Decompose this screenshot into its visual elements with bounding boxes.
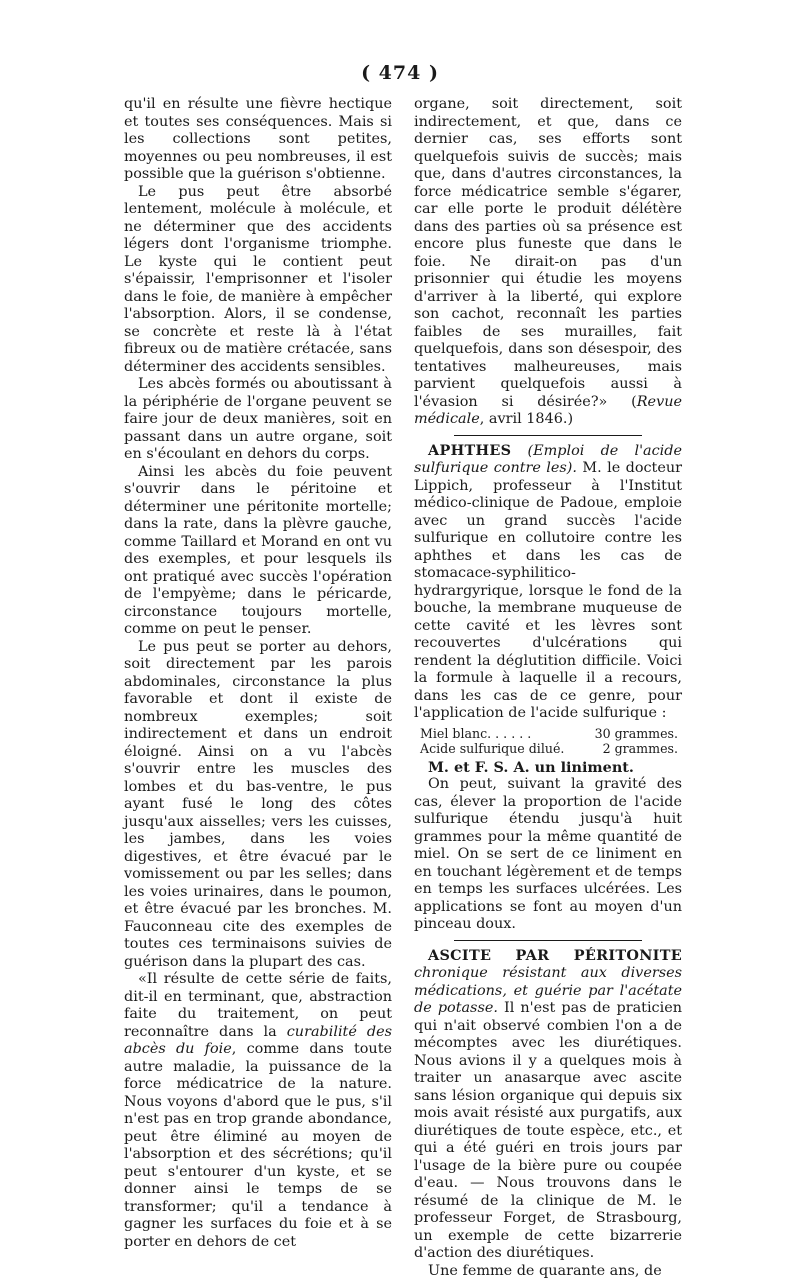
article-ascite bbox=[414, 947, 682, 1263]
article-aphthes bbox=[414, 442, 682, 723]
ingredient: Acide sulfurique dilué. bbox=[420, 741, 564, 756]
quote-text: , comme dans toute autre maladie, la puissance de la force médicatrice de la nature. Nous voyons d'abord que le pus, s'il n'est pas en trop grande abondance, peut être éliminé au moyen de l'absorption et des sécrétions; qu'il peut s'entourer d'un kyste, et se donner ainsi le temps de se transformer; qu'il a tendance à gagner les surfaces du foie et à se porter en dehors de cet bbox=[124, 1041, 392, 1250]
prescription-formula: M. et F. S. A. un liniment. bbox=[414, 759, 682, 777]
quote-text: organe, soit directement, soit indirectement, et que, dans ce dernier cas, ses efforts sont quelquefois suivis de succès; mais que, dans d'autres circonstances, la force médicatrice semble s'égarer, car elle porte le produit délétère dans des parties où sa présence est encore plus funeste que dans le foie. Ne dirait-on pas d'un prisonnier qui étudie les moyens d'arriver à la liberté, qui explore son cachot, reconnaît les parties faibles de ses murailles, fait quelquefois, dans son désespoir, des tentatives malheureuses, mais parvient quelquefois aussi à l'évasion si désirée?» ( bbox=[414, 96, 682, 410]
paragraph: On peut, suivant la gravité des cas, élever la proportion de l'acide sulfurique étendu jusqu'à huit grammes pour la même quantité de miel. On se sert de ce liniment en en touchant légèrement et de temps en temps les surfaces ulcérées. Les applications se font au moyen d'un pinceau doux. bbox=[414, 776, 682, 934]
article-subtitle: chronique résistant aux diverses médications, et guérie par l'acétate de potasse. bbox=[414, 965, 682, 1016]
quote-continuation bbox=[414, 96, 682, 429]
article-heading: APHTHES bbox=[428, 442, 511, 459]
paragraph: Le pus peut être absorbé lentement, molécule à molécule, et ne déterminer que des accidents légers dont l'organisme triomphe. Le kyste qui le contient peut s'épaissir, l'emprisonner et l'isoler dans le foie, de manière à empêcher l'absorption. Alors, il se condense, se concrète et reste là à l'état fibreux ou de matière crétacée, sans déterminer des accidents sensibles. bbox=[124, 184, 392, 377]
prescription-line bbox=[414, 726, 682, 741]
paragraph: Les abcès formés ou aboutissant à la périphérie de l'organe peuvent se faire jour de deux manières, soit en passant dans un autre organe, soit en s'écoulant en dehors du corps. bbox=[124, 376, 392, 464]
right-column bbox=[414, 96, 682, 1280]
quote-text: «Il résulte de cette série de faits, dit-il en terminant, que, abstraction faite du traitement, on peut reconnaître dans la bbox=[124, 971, 392, 1040]
article-text: Il n'est pas de praticien qui n'ait observé combien l'on a de mécomptes avec les diurétiques. Nous avions il y a quelques mois à traiter un anasarque avec ascite sans lésion organique qui depuis six mois avait résisté aux purgatifs, aux diurétiques de toute espèce, etc., et qui a été guéri en trois jours par l'usage de la bière pure ou coupée d'eau. — Nous trouvons dans le résumé de la clinique de M. le professeur Forget, de Strasbourg, un exemple de cette bizarrerie d'action des diurétiques. bbox=[414, 1000, 682, 1261]
paragraph: qu'il en résulte une fièvre hectique et toutes ses conséquences. Mais si les collections sont petites, moyennes ou peu nombreuses, il est possible que la guérison s'obtienne. bbox=[124, 96, 392, 184]
section-divider bbox=[454, 940, 642, 941]
quote-italic-phrase: curabilité des abcès du foie bbox=[124, 1024, 392, 1058]
article-heading: ASCITE PAR PÉRITONITE bbox=[428, 947, 682, 964]
prescription-line bbox=[414, 741, 682, 756]
quantity: 30 grammes. bbox=[595, 726, 678, 741]
source-citation: Revue médicale bbox=[414, 394, 682, 428]
quote-paragraph bbox=[124, 971, 392, 1251]
paragraph: Une femme de quarante ans, de bbox=[414, 1263, 682, 1280]
section-divider bbox=[454, 435, 642, 436]
article-subtitle: (Emploi de l'acide sulfurique contre les). bbox=[414, 443, 682, 477]
ingredient: Miel blanc. . . . . . bbox=[420, 726, 531, 741]
article-text: M. le docteur Lippich, professeur à l'Institut médico-clinique de Padoue, emploie avec un grand succès l'acide sulfurique en collutoire contre les aphthes et dans les cas de stomacace-syphilitico-hydrargyrique, lorsque le fond de la bouche, la membrane muqueuse de cette cavité et les lèvres sont recouvertes d'ulcérations qui rendent la déglutition difficile. Voici la formule à laquelle il a recours, dans les cas de ce genre, pour l'application de l'acide sulfurique : bbox=[414, 460, 682, 721]
paragraph: Le pus peut se porter au dehors, soit directement par les parois abdominales, circonstance la plus favorable et dont il existe de nombreux exemples; soit indirectement et dans un endroit éloigné. Ainsi on a vu l'abcès s'ouvrir entre les muscles des lombes et du bas-ventre, le pus ayant fusé le long des côtes jusqu'aux aisselles; vers les cuisses, les jambes, dans les voies digestives, et être évacué par le vomissement ou par les selles; dans les voies urinaires, dans le poumon, et être évacué par les bronches. M. Fauconneau cite des exemples de toutes ces terminaisons suivies de guérison dans la plupart des cas. bbox=[124, 639, 392, 972]
page-number: ( 474 ) bbox=[0, 62, 800, 84]
prescription bbox=[414, 726, 682, 756]
quote-text: , avril 1846.) bbox=[480, 411, 573, 427]
left-column bbox=[124, 96, 392, 1251]
paragraph: Ainsi les abcès du foie peuvent s'ouvrir dans le péritoine et déterminer une péritonite mortelle; dans la rate, dans la plèvre gauche, comme Taillard et Morand en ont vu des exemples, et pour lesquels ils ont pratiqué avec succès l'opération de l'empyème; dans le péricarde, circonstance toujours mortelle, comme on peut le penser. bbox=[124, 464, 392, 639]
quantity: 2 grammes. bbox=[603, 741, 678, 756]
